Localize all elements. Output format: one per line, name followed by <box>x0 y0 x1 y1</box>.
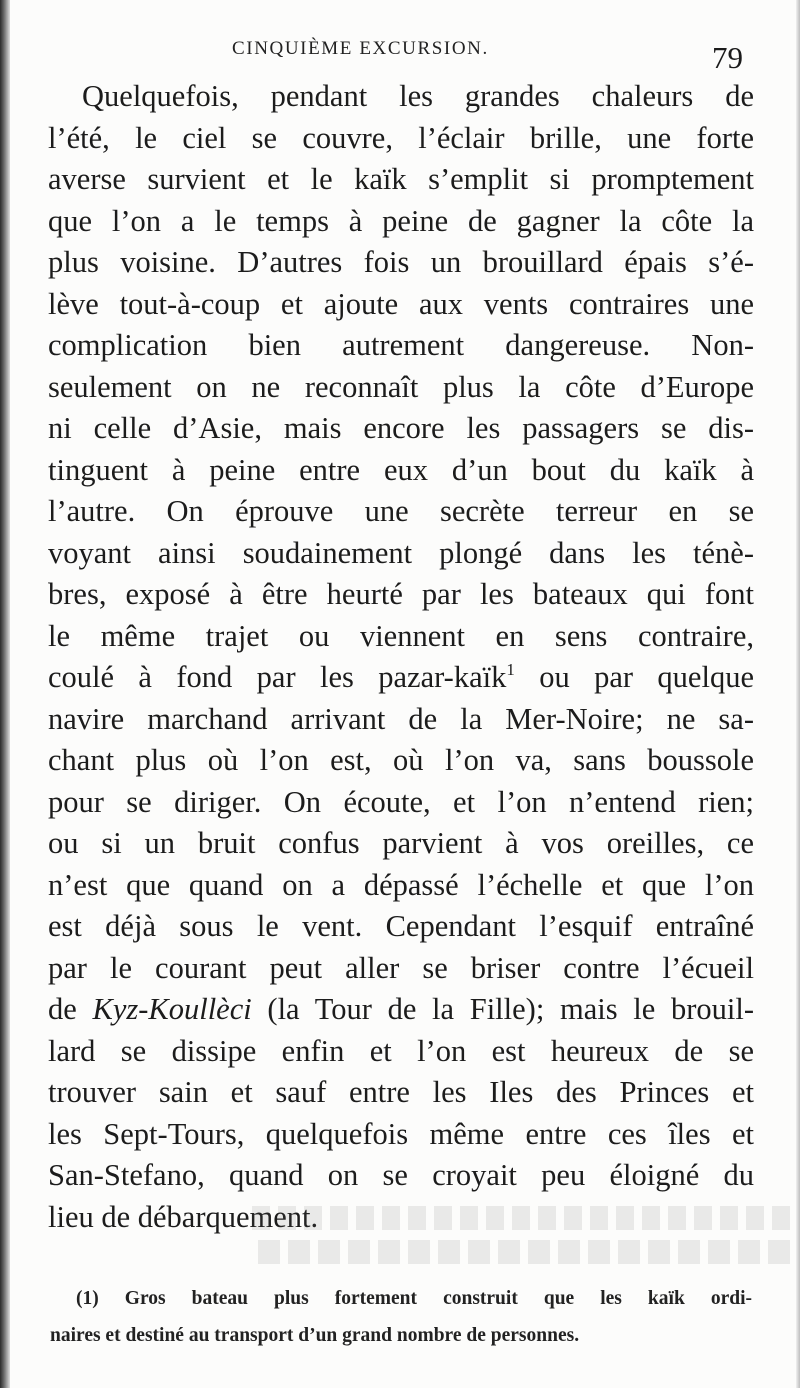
text-line: ou si un bruit confus parvient à vos oreilles, ce <box>48 826 754 860</box>
text-line: est déjà sous le vent. Cependant l’esquif entraîné <box>48 909 754 943</box>
text-line: voyant ainsi soudainement plongé dans les ténè- <box>48 535 754 570</box>
text-line: ni celle d’Asie, mais encore les passagers se dis- <box>48 411 754 445</box>
footnote-line: naires et destiné au transport d’un grand nombre de personnes. <box>50 1325 580 1346</box>
body-text <box>48 76 754 1238</box>
text-line: par le courant peut aller se briser contre l’écueil <box>48 950 754 985</box>
page-edge <box>796 0 800 1388</box>
running-head: CINQUIÈME EXCURSION. <box>232 38 489 59</box>
text-line: trouver sain et sauf entre les Iles des Princes et <box>48 1075 754 1109</box>
text-line-with-note-ref <box>48 657 754 699</box>
text-line: seulement on ne reconnaît plus la côte d’Europe <box>48 369 754 404</box>
place-name-italic: Kyz-Koullèci <box>92 992 252 1026</box>
text-line: lard se dissipe enfin et l’on est heureux de se <box>48 1033 754 1068</box>
text-line: l’autre. On éprouve une secrète terreur en se <box>48 494 754 528</box>
text-line: le même trajet ou viennent en sens contraire, <box>48 618 754 653</box>
text-line: lève tout-à-coup et ajoute aux vents contraires une <box>48 286 754 321</box>
text-line: les Sept-Tours, quelquefois même entre ces îles et <box>48 1116 754 1151</box>
text-line: lieu de débarquement. <box>48 1199 319 1234</box>
text-line: San-Stefano, quand on se croyait peu éloigné du <box>48 1158 754 1192</box>
text-line: tinguent à peine entre eux d’un bout du kaïk à <box>48 452 754 487</box>
text-line-segment: de <box>48 992 93 1026</box>
text-line: que l’on a le temps à peine de gagner la côte la <box>48 203 754 238</box>
text-line: bres, exposé à être heurté par les bateaux qui font <box>48 577 754 611</box>
text-line-segment: ou par quelque <box>514 660 754 694</box>
text-line: plus voisine. D’autres fois un brouillard épais s’é- <box>48 245 754 279</box>
bleed-through-text <box>250 1206 790 1276</box>
text-line: averse survient et le kaïk s’emplit si promptement <box>48 162 754 196</box>
text-line: pour se diriger. On écoute, et l’on n’entend rien; <box>48 784 754 819</box>
footnote-reference: 1 <box>506 660 515 679</box>
text-line-with-italic <box>48 989 754 1031</box>
text-line: complication bien autrement dangereuse. Non- <box>48 328 754 362</box>
text-line: chant plus où l’on est, où l’on va, sans boussole <box>48 743 754 777</box>
text-line: Quelquefois, pendant les grandes chaleurs de <box>82 79 754 113</box>
page-binding-shadow <box>0 0 10 1388</box>
text-line-segment: (la Tour de la Fille); mais le brouil- <box>251 992 754 1026</box>
footnote-line: (1) Gros bateau plus fortement construit que les kaïk ordi- <box>76 1288 752 1309</box>
footnote <box>50 1280 752 1354</box>
text-line: n’est que quand on a dépassé l’échelle et que l’on <box>48 867 754 902</box>
page-number: 79 <box>712 40 743 75</box>
text-line: navire marchand arrivant de la Mer-Noire; ne sa- <box>48 701 754 736</box>
text-line-segment: coulé à fond par les pazar-kaïk <box>48 660 507 694</box>
text-line: l’été, le ciel se couvre, l’éclair brille, une forte <box>48 120 754 155</box>
